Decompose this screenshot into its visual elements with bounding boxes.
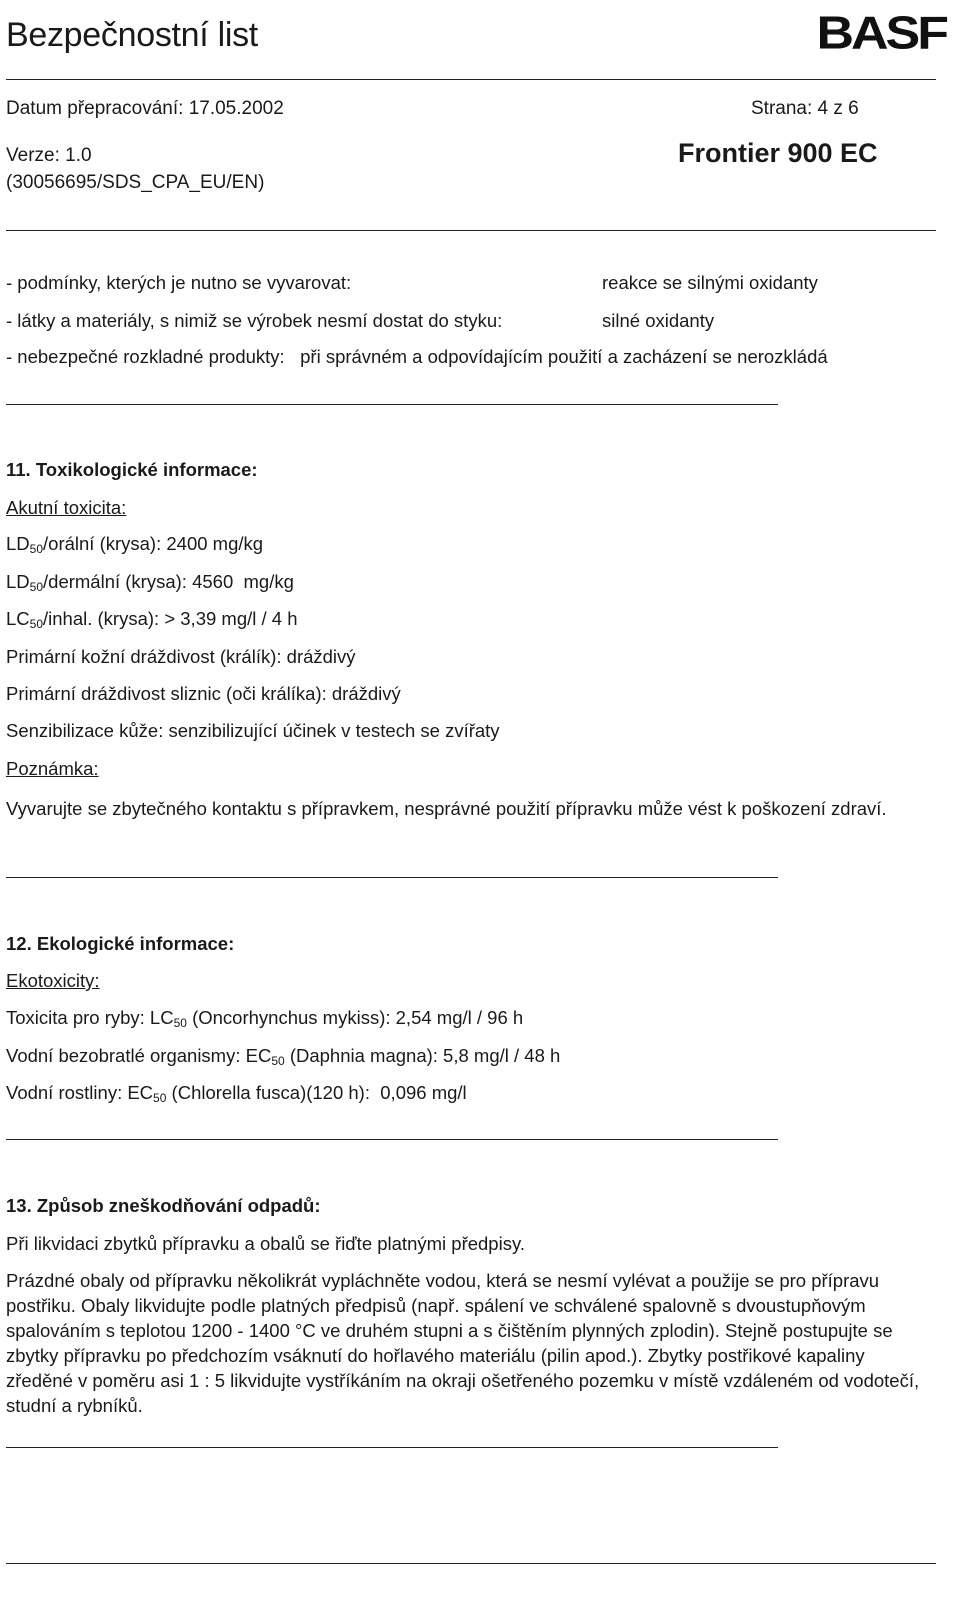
- header-bottom-rule: [6, 230, 936, 231]
- skin-sensitization: Senzibilizace kůže: senzibilizující účinek v testech se zvířaty: [6, 720, 500, 741]
- section-rule: [6, 877, 778, 878]
- plant-toxicity: Vodní rostliny: $EC_{50}$ (Chlorella fusca)(120 h): 0,096 mg/l: [6, 1082, 467, 1105]
- document-id: (30056695/SDS_CPA_EU/EN): [6, 172, 265, 193]
- revision-date: Datum přepracování: 17.05.2002: [6, 98, 284, 119]
- footer-rule: [6, 1563, 936, 1564]
- product-name: Frontier 900 EC: [678, 138, 878, 168]
- section-11-heading: 11. Toxikologické informace:: [6, 459, 258, 480]
- avoid-conditions-label: - podmínky, kterých je nutno se vyvarovat:: [6, 272, 352, 293]
- decomposition-products: - nebezpečné rozkladné produkty: při správném a odpovídajícím použití a zacházení se nerozkládá: [6, 346, 828, 367]
- ld50-oral: $LD_{50}$/orální (krysa): 2400 mg/kg: [6, 533, 264, 556]
- note-label: Poznámka:: [6, 758, 99, 779]
- incompatible-materials-label: - látky a materiály, s nimiž se výrobek nesmí dostat do styku:: [6, 310, 503, 331]
- avoid-conditions-value: reakce se silnými oxidanty: [602, 272, 818, 293]
- note-text: Vyvarujte se zbytečného kontaktu s přípravkem, nesprávné použití přípravku může vést k poškození zdraví.: [6, 798, 887, 819]
- section-rule: [6, 404, 778, 405]
- disposal-paragraph: Prázdné obaly od přípravku několikrát vypláchněte vodou, která se nesmí vylévat a použije se pro přípravu postřiku. Obaly likvidujte podle platných předpisů (např. spálení ve schválené spalovně s dvoustupňovým spalováním s teplotou 1200 - 1400 °C ve druhém stupni a s čištěním plynných zplodin). Stejně postupujte se zbytky přípravku po předchozím vsáknutí do hořlavého materiálu (pilin apod.). Zbytky postřikové kapaliny zředěné v poměru asi 1 : 5 likvidujte vystříkáním na okraji ošetřeného pozemku v místě vzdáleném od vodotečí, studní a rybníků.: [6, 1270, 920, 1416]
- ld50-dermal: $LD_{50}$/dermální (krysa): 4560 mg/kg: [6, 571, 294, 594]
- invertebrate-toxicity: Vodní bezobratlé organismy: $EC_{50}$ (Daphnia magna): 5,8 mg/l / 48 h: [6, 1045, 561, 1068]
- header-rule: [6, 79, 936, 80]
- section-rule: [6, 1139, 778, 1140]
- ecotoxicity-label: Ekotoxicity:: [6, 970, 100, 991]
- lc50-inhalation: $LC_{50}$/inhal. (krysa): > 3,39 mg/l / 4 h: [6, 608, 298, 631]
- acute-toxicity-label: Akutní toxicita:: [6, 497, 127, 518]
- fish-toxicity: Toxicita pro ryby: $LC_{50}$ (Oncorhynchus mykiss): 2,54 mg/l / 96 h: [6, 1007, 524, 1030]
- section-12-heading: 12. Ekologické informace:: [6, 933, 235, 954]
- disposal-line: Při likvidaci zbytků přípravku a obalů se řiďte platnými předpisy.: [6, 1233, 525, 1254]
- incompatible-materials-value: silné oxidanty: [602, 310, 715, 331]
- page-number: Strana: 4 z 6: [751, 98, 859, 119]
- section-rule: [6, 1447, 778, 1448]
- version: Verze: 1.0: [6, 145, 92, 166]
- section-13-heading: 13. Způsob zneškodňování odpadů:: [6, 1195, 321, 1216]
- basf-logo: BASF: [816, 6, 946, 60]
- skin-irritation: Primární kožní dráždivost (králík): dráždivý: [6, 646, 356, 667]
- document-title: Bezpečnostní list: [6, 16, 258, 54]
- eye-irritation: Primární dráždivost sliznic (oči králíka): dráždivý: [6, 683, 401, 704]
